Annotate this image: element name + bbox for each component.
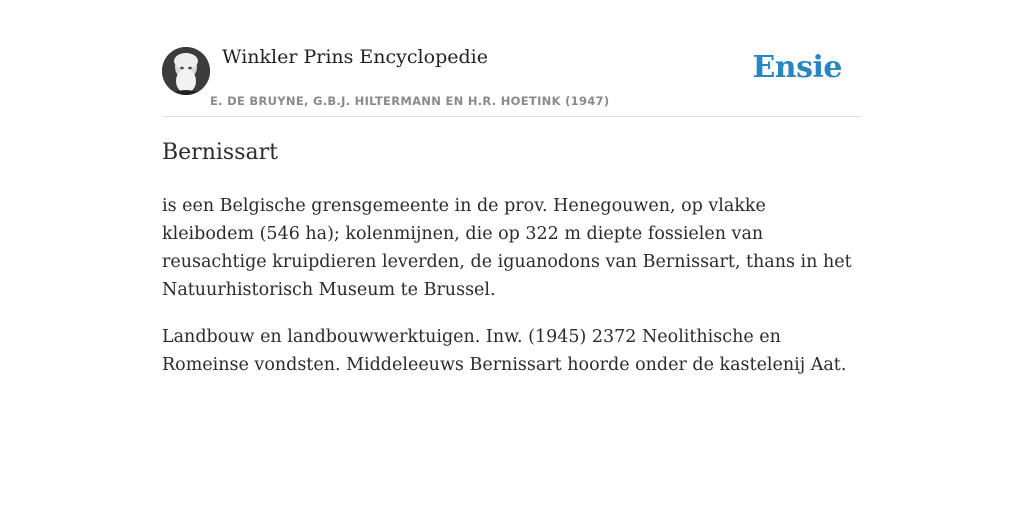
entry-title: Bernissart: [162, 140, 278, 165]
authors-line: E. DE BRUYNE, G.B.J. HILTERMANN EN H.R. HOETINK (1947): [210, 94, 610, 108]
entry-paragraph: is een Belgische grensgemeente in de prov. Henegouwen, op vlakke kleibodem (546 ha); kolenmijnen, die op 322 m diepte fossielen van reusachtige kruipdieren leverden, de iguanodons van Bernissart, thans in het Natuurhistorisch Museum te Brussel.: [162, 196, 852, 300]
entry-paragraph: Landbouw en landbouwwerktuigen. Inw. (1945) 2372 Neolithische en Romeinse vondsten. Middeleeuws Bernissart hoorde onder de kastelenij Aat.: [162, 327, 847, 375]
author-portrait-icon[interactable]: [162, 47, 210, 95]
page: [162, 0, 862, 375]
brand-logo[interactable]: Ensie: [752, 50, 842, 85]
source-header: [162, 0, 862, 117]
entry-body: [162, 192, 862, 398]
source-title[interactable]: Winkler Prins Encyclopedie: [222, 46, 488, 68]
